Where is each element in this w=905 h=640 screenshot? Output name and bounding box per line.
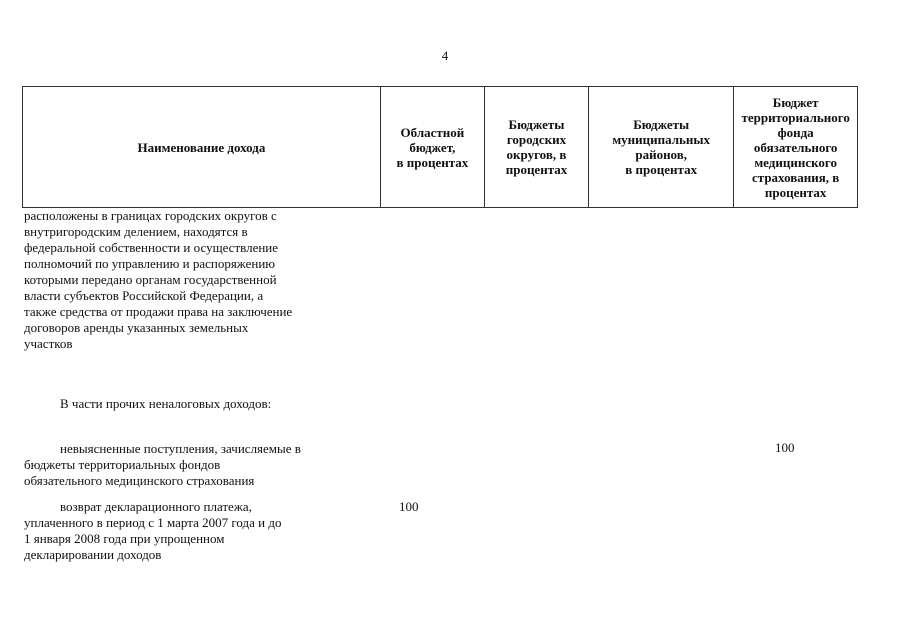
header-regional-budget: Областной бюджет, в процентах [380,87,484,208]
section-heading: В части прочих неналоговых доходов: [60,396,272,411]
item-unidentified-receipts-tfoms-value: 100 [775,440,795,455]
header-revenue-name: Наименование дохода [23,87,381,208]
header-city-district-budgets: Бюджеты городских округов, в процентах [484,87,588,208]
item-declaration-payment-refund: возврат декларационного платежа, уплаченного в период с 1 марта 2007 года и до 1 января 2008 года при упрощенном декларировании доходов [24,499,282,562]
table-header-row [23,87,858,208]
item-unidentified-receipts: невыясненные поступления, зачисляемые в бюджеты территориальных фондов обязательного медицинского страхования [24,441,301,488]
item-declaration-payment-refund-regional-value: 100 [399,499,419,514]
continuation-text: расположены в границах городских округов с внутригородским делением, находятся в федеральной собственности и осуществление полномочий по управлению и распоряжению которыми передано органам государственной власти субъектов Российской Федерации, а также средства от продажи права на заключение договоров аренды указанных земельных участков [24,208,293,351]
header-municipal-district-budgets: Бюджеты муниципальных районов, в процентах [589,87,734,208]
page-number: 4 [441,48,449,63]
header-tfoms-budget: Бюджет территориального фонда обязательного медицинского страхования, в процентах [734,87,858,208]
revenue-distribution-table-header [22,86,858,208]
